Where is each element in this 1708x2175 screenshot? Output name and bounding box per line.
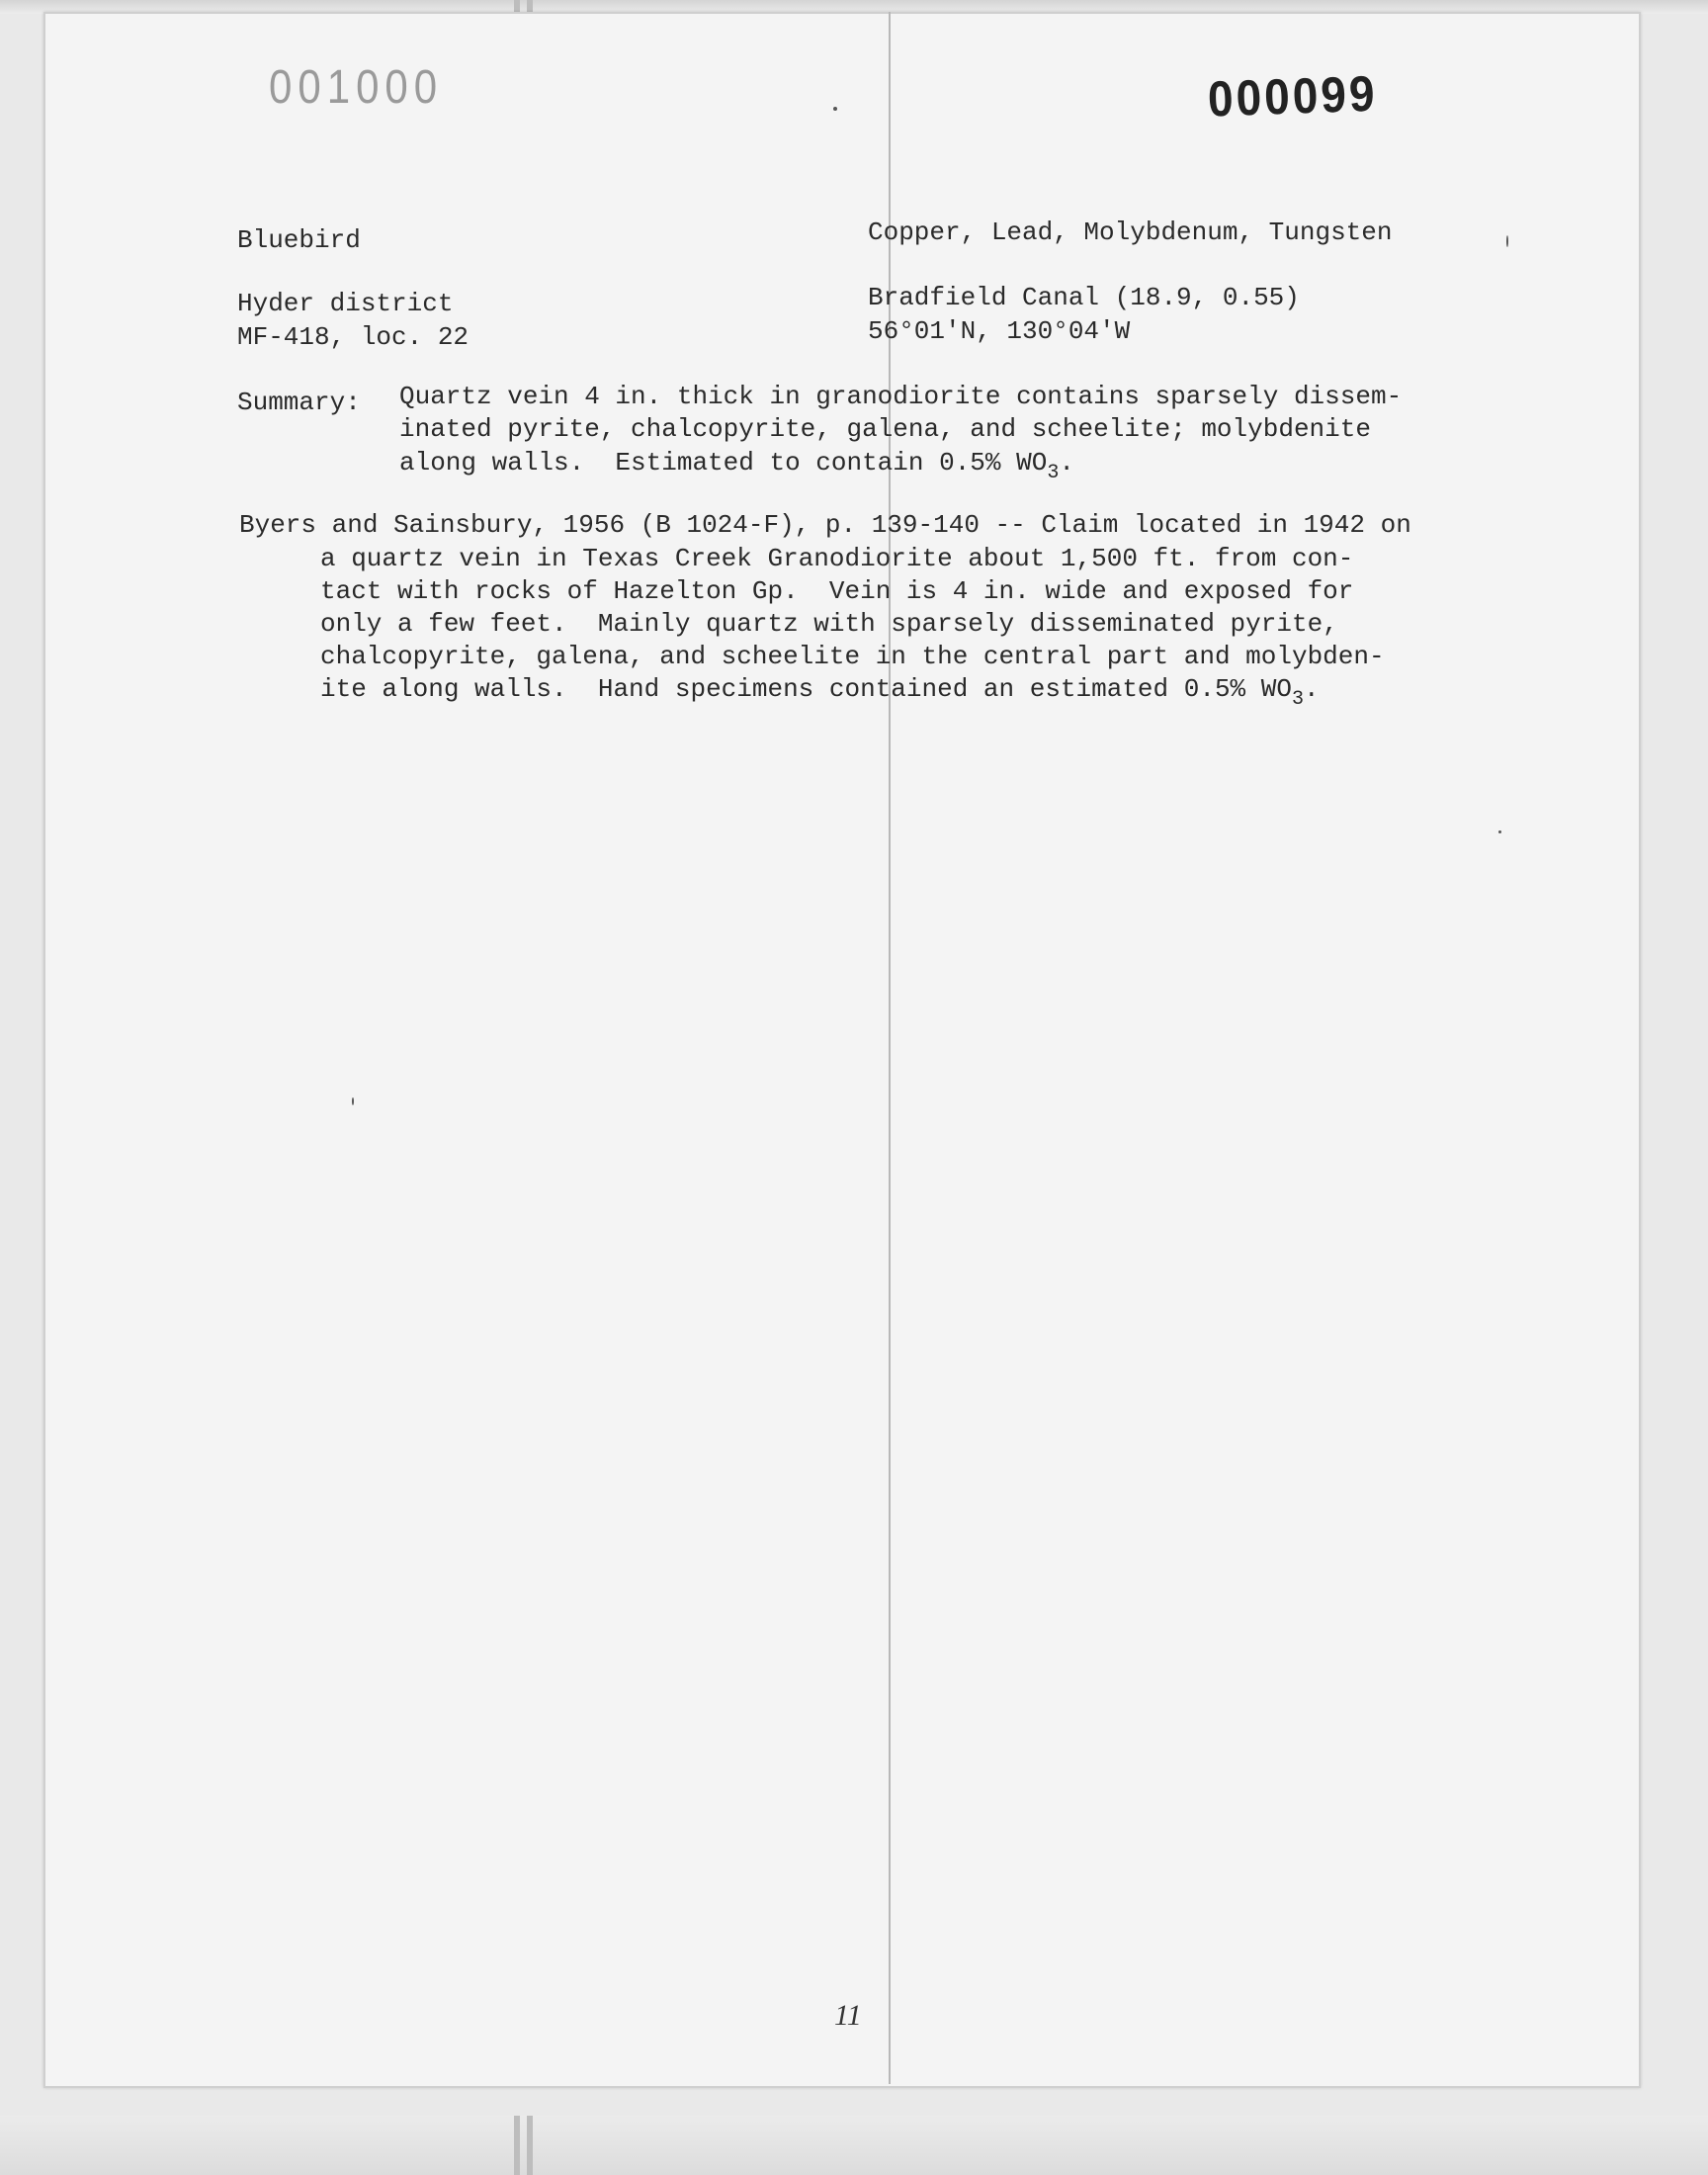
reference-line: a quartz vein in Texas Creek Granodiorite about 1,500 ft. from con- [320,544,1354,573]
page-stamp-number: 000099 [1207,64,1379,128]
coordinates: 56°01'N, 130°04'W [868,316,1131,346]
summary-label: Summary: [237,388,361,417]
reference-line: tact with rocks of Hazelton Gp. Vein is 4 in. wide and exposed for [320,576,1354,606]
reference-line: Byers and Sainsbury, 1956 (B 1024-F), p. 139-140 -- Claim located in 1942 on [239,510,1411,540]
summary-line: Quartz vein 4 in. thick in granodiorite contains sparsely dissem- [399,382,1403,411]
binder-stripe [527,2116,533,2175]
map-reference: MF-418, loc. 22 [237,322,470,352]
quadrangle: Bradfield Canal (18.9, 0.55) [868,283,1300,312]
archive-stamp-number: 001000 [269,59,444,114]
binder-stripe [527,0,533,12]
scan-speck [833,107,837,111]
scan-speck [1498,830,1501,833]
page-number: 11 [834,1999,862,2032]
reference-line: ite along walls. Hand specimens contained an estimated 0.5% $WO_3$. [320,674,1320,711]
scan-speck [1506,235,1508,247]
reference-line: chalcopyrite, galena, and scheelite in the central part and molybden- [320,642,1385,671]
binder-stripe [514,2116,520,2175]
commodities: Copper, Lead, Molybdenum, Tungsten [868,218,1393,247]
district: Hyder district [237,289,454,318]
summary-line: along walls. Estimated to contain 0.5% $WO_3$. [399,448,1074,484]
summary-line: inated pyrite, chalcopyrite, galena, and scheelite; molybdenite [399,414,1371,444]
binder-stripe [514,0,520,12]
reference-line: only a few feet. Mainly quartz with sparsely disseminated pyrite, [320,609,1338,639]
scan-edge-bottom [0,2116,1708,2175]
deposit-name: Bluebird [237,225,361,255]
scan-speck [352,1097,354,1105]
